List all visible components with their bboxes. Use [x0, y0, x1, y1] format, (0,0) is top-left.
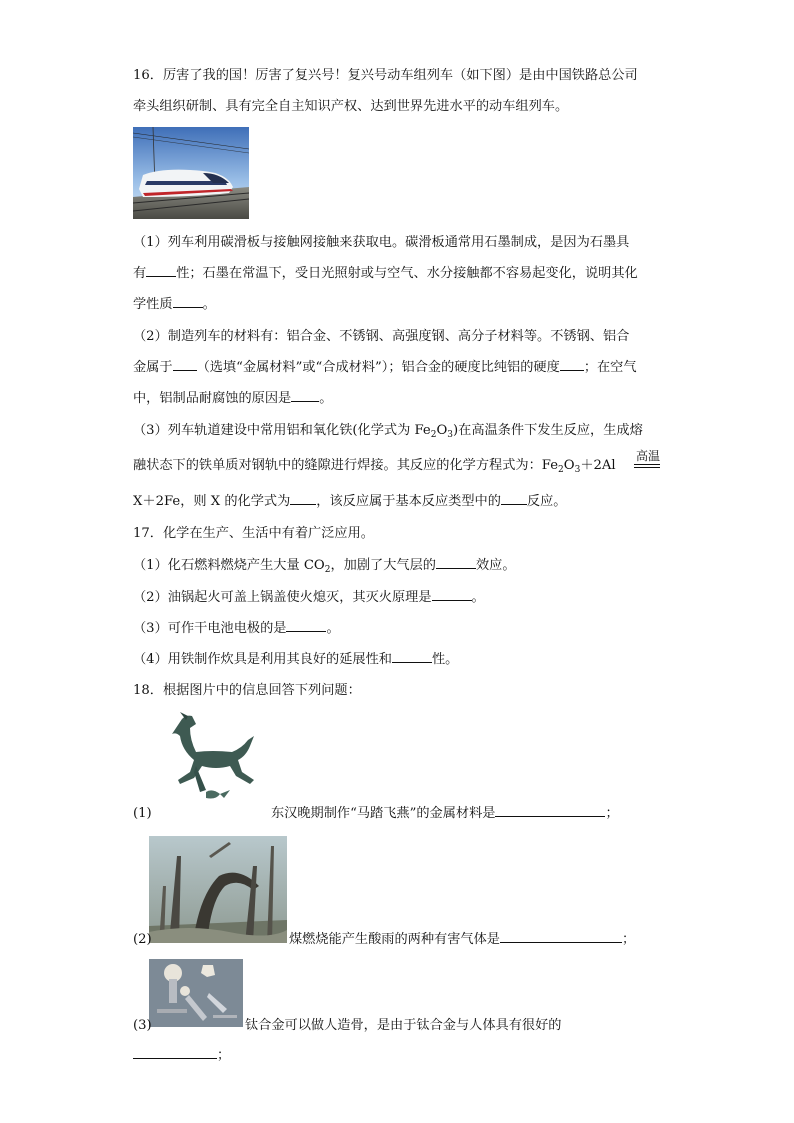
- subscript: 2: [324, 565, 331, 575]
- q16-part3-text-b: O: [436, 423, 448, 438]
- q18-item2-end: ；: [622, 932, 636, 947]
- q16-part1-line3: [133, 295, 216, 315]
- q16-part3-text-e: O: [563, 458, 575, 473]
- q17-item4-text-b: 性。: [431, 652, 459, 667]
- q17-item4-text-a: （4）用铁制作炊具是利用其良好的延展性和: [133, 652, 392, 667]
- q16-part2-text-d: 中，铝制品耐腐蚀的原因是: [133, 391, 292, 406]
- q16-part3-text-a: （3）列车轨道建设中常用铝和氧化铁(化学式为 Fe: [133, 423, 431, 438]
- q16-part1-text-d: 。: [202, 297, 216, 312]
- q18-item1-text-a: 东汉晚期制作“马踏飞燕”的金属材料是: [271, 806, 496, 821]
- q18-header: 18．根据图片中的信息回答下列问题：: [133, 683, 361, 698]
- q17-item4: [133, 650, 458, 670]
- titanium-implants-image: [149, 959, 243, 1027]
- q17-item3-text-a: （3）可作干电池电极的是: [133, 621, 287, 636]
- q18-item2-text: [289, 930, 635, 950]
- q17-item2: [133, 588, 485, 608]
- q16-part3-text-d: 融状态下的铁单质对钢轨中的缝隙进行焊接。其反应的化学方程式为：Fe: [133, 458, 559, 473]
- q16-part3-text-g: X＋2Fe，则 X 的化学式为: [133, 494, 291, 509]
- q16-part1-text-b: 性；石墨在常温下，受日光照射或与空气、水分接触都不容易起变化，说明其化: [176, 266, 638, 281]
- q17-item1-text-a: （1）化石燃料燃烧产生大量 CO: [133, 558, 325, 573]
- q17-item3-text-b: 。: [326, 621, 340, 636]
- q16-part3-line3: [133, 492, 566, 512]
- answer-blank-fire-principle[interactable]: [432, 588, 472, 601]
- answer-blank-reaction-type[interactable]: [501, 492, 527, 505]
- q16-part3-text-c: )在高温条件下发生反应，生成熔: [453, 423, 643, 438]
- q18-item1: [133, 804, 152, 824]
- q16-part2-line2: [133, 358, 637, 378]
- q18-item1-end: ；: [605, 806, 619, 821]
- q17-item1-text-b: ，加剧了大气层的: [330, 558, 436, 573]
- q18-item1-text: [271, 804, 619, 824]
- q18-item3-number: (3): [133, 1018, 152, 1033]
- q17-header: 17．化学在生产、生活中有着广泛应用。: [133, 526, 374, 541]
- q16-part3-text-h: ，该反应属于基本反应类型中的: [316, 494, 501, 509]
- q17-item1-text-c: 效应。: [475, 558, 516, 573]
- equation-bar: [634, 467, 660, 468]
- q16-part3-line1: [133, 421, 643, 445]
- train-image: [133, 127, 249, 219]
- bronze-horse-image: [150, 710, 268, 806]
- subscript: 3: [447, 430, 453, 440]
- q16-part2-text-c: ；在空气: [583, 360, 637, 375]
- answer-blank-corrosion-reason[interactable]: [291, 389, 319, 402]
- q18-item1-number: (1): [133, 806, 152, 821]
- answer-blank-compatibility[interactable]: [133, 1046, 217, 1059]
- q17-item2-text-b: 。: [471, 590, 485, 605]
- q18-item3: [133, 1016, 152, 1036]
- answer-blank-hardness[interactable]: [560, 358, 584, 371]
- q17-item2-text-a: （2）油锅起火可盖上锅盖使火熄灭，其灭火原理是: [133, 590, 432, 605]
- q16-part3-text-i: 反应。: [526, 494, 567, 509]
- q17-item3: [133, 619, 340, 639]
- q18-item3-text: 钛合金可以做人造骨，是由于钛合金与人体具有很好的: [245, 1018, 562, 1033]
- q16-part1-line2: [133, 264, 638, 284]
- q16-part1-text-c: 学性质: [133, 297, 173, 312]
- q16-part1-text-a: 有: [133, 266, 147, 281]
- q16-header-line2: 牵头组织研制、具有完全自主知识产权、达到世界先进水平的动车组列车。: [133, 99, 569, 114]
- answer-blank-chemical-property[interactable]: [173, 295, 203, 308]
- q18-item2-text-a: 煤燃烧能产生酸雨的两种有害气体是: [289, 932, 500, 947]
- q16-part2-line1: （2）制造列车的材料有：铝合金、不锈钢、高强度钢、高分子材料等。不锈钢、铝合: [133, 329, 630, 344]
- answer-blank-horse-metal[interactable]: [495, 804, 605, 817]
- answer-blank-harmful-gases[interactable]: [500, 930, 622, 943]
- answer-blank-material-type[interactable]: [173, 358, 197, 371]
- q16-part1-line1: （1）列车利用碳滑板与接触网接触来获取电。碳滑板通常用石墨制成，是因为石墨具: [133, 235, 630, 250]
- q16-part2-text-e: 。: [319, 391, 333, 406]
- answer-blank-iron-property[interactable]: [392, 650, 432, 663]
- subscript: 2: [430, 430, 437, 440]
- q18-item3-end: ；: [217, 1048, 231, 1063]
- answer-blank-effect[interactable]: [436, 556, 476, 569]
- q18-item2-number: (2): [133, 932, 152, 947]
- reaction-condition: 高温: [636, 449, 661, 463]
- answer-blank-graphite-property[interactable]: [146, 264, 176, 277]
- acid-rain-forest-image: [149, 836, 287, 943]
- subscript: 3: [574, 465, 581, 475]
- q16-part2-text-a: 金属于: [133, 360, 173, 375]
- q18-item3-line2: [133, 1046, 230, 1066]
- q16-part2-text-b: （选填“金属材料”或“合成材料”）；铝合金的硬度比纯铝的硬度: [196, 360, 560, 375]
- q16-header-line1: 16．厉害了我的国！厉害了复兴号！复兴号动车组列车（如下图）是由中国铁路总公司: [133, 68, 638, 83]
- q17-item1: [133, 556, 516, 580]
- equation-bar: [634, 464, 660, 465]
- q16-part3-line2: [133, 456, 616, 480]
- answer-blank-formula-x[interactable]: [290, 492, 316, 505]
- answer-blank-electrode[interactable]: [286, 619, 326, 632]
- subscript: 2: [558, 465, 564, 475]
- q16-part2-line3: [133, 389, 332, 409]
- q16-part3-text-f: ＋2Al: [580, 458, 616, 473]
- q18-item2: [133, 930, 152, 950]
